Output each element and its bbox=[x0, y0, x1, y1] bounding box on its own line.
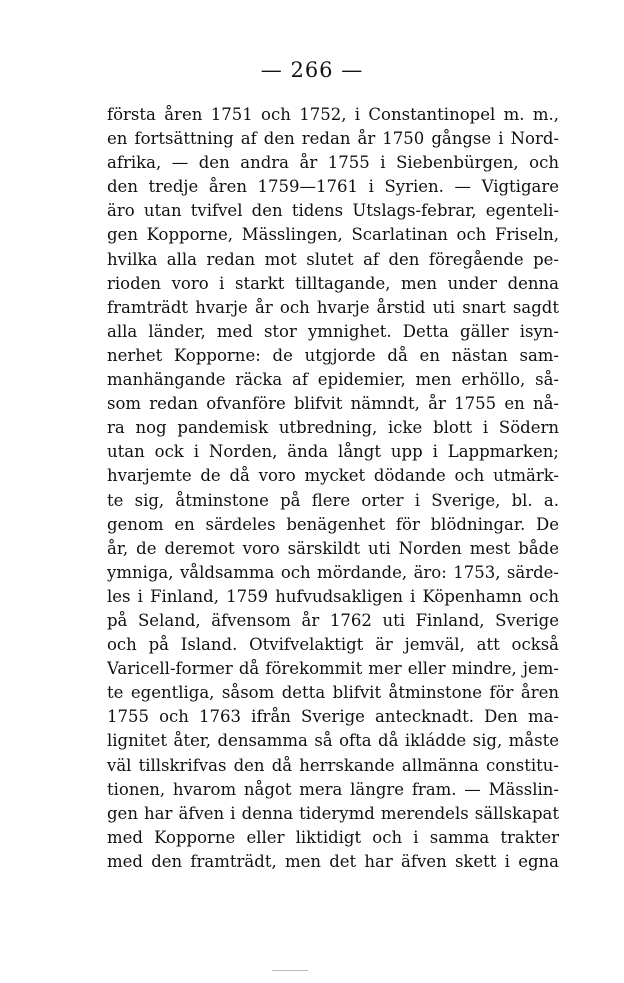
text-line: te egentliga, såsom detta blifvit åtminstone för åren bbox=[107, 683, 559, 703]
text-line: Varicell-former då förekommit mer eller mindre, jem- bbox=[107, 659, 559, 679]
text-line: framträdt hvarje år och hvarje årstid uti snart sagdt bbox=[107, 297, 559, 317]
text-line: te sig, åtminstone på flere orter i Sverige, bl. a. bbox=[107, 490, 559, 510]
text-line: gen har äfven i denna tiderymd merendels sällskapat bbox=[107, 803, 559, 823]
text-line: gen Kopporne, Mässlingen, Scarlatinan och Friseln, bbox=[107, 225, 559, 245]
text-line: genom en särdeles benägenhet för blödningar. De bbox=[107, 514, 559, 534]
text-line: les i Finland, 1759 hufvudsakligen i Köpenhamn och bbox=[107, 586, 559, 606]
text-line: med den framträdt, men det har äfven skett i egna bbox=[107, 851, 559, 871]
text-line: som redan ofvanföre blifvit nämndt, år 1755 en nå- bbox=[107, 394, 559, 414]
body-text bbox=[107, 103, 559, 874]
text-line: ra nog pandemisk utbredning, icke blott i Södern bbox=[107, 418, 559, 438]
text-line: och på Island. Otvifvelaktigt är jemväl, att också bbox=[107, 635, 559, 655]
text-line: hvarjemte de då voro mycket dödande och utmärk- bbox=[107, 466, 559, 486]
text-line: väl tillskrifvas den då herrskande allmänna constitu- bbox=[107, 755, 559, 775]
text-line: utan ock i Norden, ända långt upp i Lappmarken; bbox=[107, 442, 559, 462]
text-line: 1755 och 1763 ifrån Sverige antecknadt. Den ma- bbox=[107, 707, 559, 727]
text-line: afrika, — den andra år 1755 i Siebenbürgen, och bbox=[107, 153, 559, 173]
text-line: lignitet åter, densamma så ofta då ikládde sig, måste bbox=[107, 731, 559, 751]
page-number-header: — 266 — bbox=[260, 58, 364, 82]
text-line: den tredje åren 1759—1761 i Syrien. — Vigtigare bbox=[107, 177, 559, 197]
text-line: hvilka alla redan mot slutet af den föregående pe- bbox=[107, 249, 559, 269]
text-line: manhängande räcka af epidemier, men erhöllo, så- bbox=[107, 370, 559, 390]
text-line: på Seland, äfvensom år 1762 uti Finland, Sverige bbox=[107, 610, 559, 630]
text-line: första åren 1751 och 1752, i Constantinopel m. m., bbox=[107, 105, 559, 124]
text-line: tionen, hvarom något mera längre fram. — Mässlin- bbox=[107, 779, 559, 799]
text-line: år, de deremot voro särskildt uti Norden mest både bbox=[107, 538, 559, 558]
text-line: med Kopporne eller liktidigt och i samma trakter bbox=[107, 827, 559, 847]
text-line: äro utan tvifvel den tidens Utslags-febrar, egenteli- bbox=[107, 201, 559, 221]
text-line: rioden voro i starkt tilltagande, men under denna bbox=[107, 273, 559, 293]
text-line: en fortsättning af den redan år 1750 gångse i Nord- bbox=[107, 129, 559, 149]
text-line: nerhet Kopporne: de utgjorde då en nästan sam- bbox=[107, 345, 559, 365]
text-line: alla länder, med stor ymnighet. Detta gäller isyn- bbox=[107, 321, 559, 341]
text-line: ymniga, våldsamma och mördande, äro: 1753, särde- bbox=[107, 562, 559, 582]
footer-rule bbox=[272, 970, 308, 971]
